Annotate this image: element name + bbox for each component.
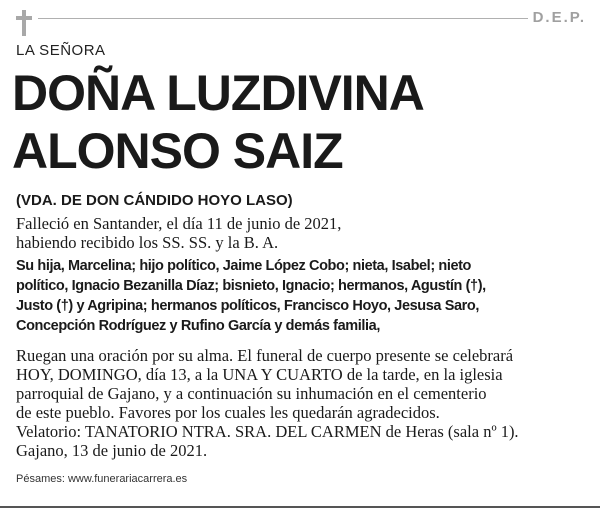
pesames-link[interactable]: Pésames: www.funerariacarrera.es: [16, 473, 188, 485]
family-line: político, Ignacio Bezanilla Díaz; bisnieto, Ignacio; hermanos, Agustín (†),: [16, 278, 486, 294]
deceased-name-line-2: ALONSO SAIZ: [12, 123, 343, 179]
cross-icon: [16, 10, 32, 36]
deceased-name-line-1: DOÑA LUZDIVINA: [12, 65, 424, 121]
widow-of-line: (VDA. DE DON CÁNDIDO HOYO LASO): [16, 192, 293, 209]
funeral-line: Gajano, 13 de junio de 2021.: [16, 441, 208, 460]
header-divider: [38, 18, 528, 19]
funeral-line: Velatorio: TANATORIO NTRA. SRA. DEL CARMEN de Heras (sala nº 1).: [16, 422, 519, 441]
funeral-line: parroquial de Gajano, y a continuación su inhumación en el cementerio: [16, 384, 487, 403]
death-notice-line: Falleció en Santander, el día 11 de junio de 2021,: [16, 214, 342, 233]
funeral-details: [16, 346, 591, 460]
family-line: Su hija, Marcelina; hijo político, Jaime López Cobo; nieta, Isabel; nieto: [16, 258, 472, 274]
family-line: Justo (†) y Agripina; hermanos políticos, Francisco Hoyo, Jesusa Saro,: [16, 298, 479, 314]
funeral-line: HOY, DOMINGO, día 13, a la UNA Y CUARTO de la tarde, en la iglesia: [16, 365, 503, 384]
funeral-line: de este pueblo. Favores por los cuales les quedarán agradecidos.: [16, 403, 440, 422]
funeral-line: Ruegan una oración por su alma. El funeral de cuerpo presente se celebrará: [16, 346, 514, 365]
dep-label: D.E.P.: [532, 9, 586, 26]
deceased-name: [12, 64, 424, 180]
family-line: Concepción Rodríguez y Rufino García y demás familia,: [16, 318, 380, 334]
intro-label: LA SEÑORA: [16, 42, 106, 59]
death-notice-line: habiendo recibido los SS. SS. y la B. A.: [16, 233, 279, 252]
family-list: [16, 256, 591, 336]
death-notice: [16, 214, 591, 252]
